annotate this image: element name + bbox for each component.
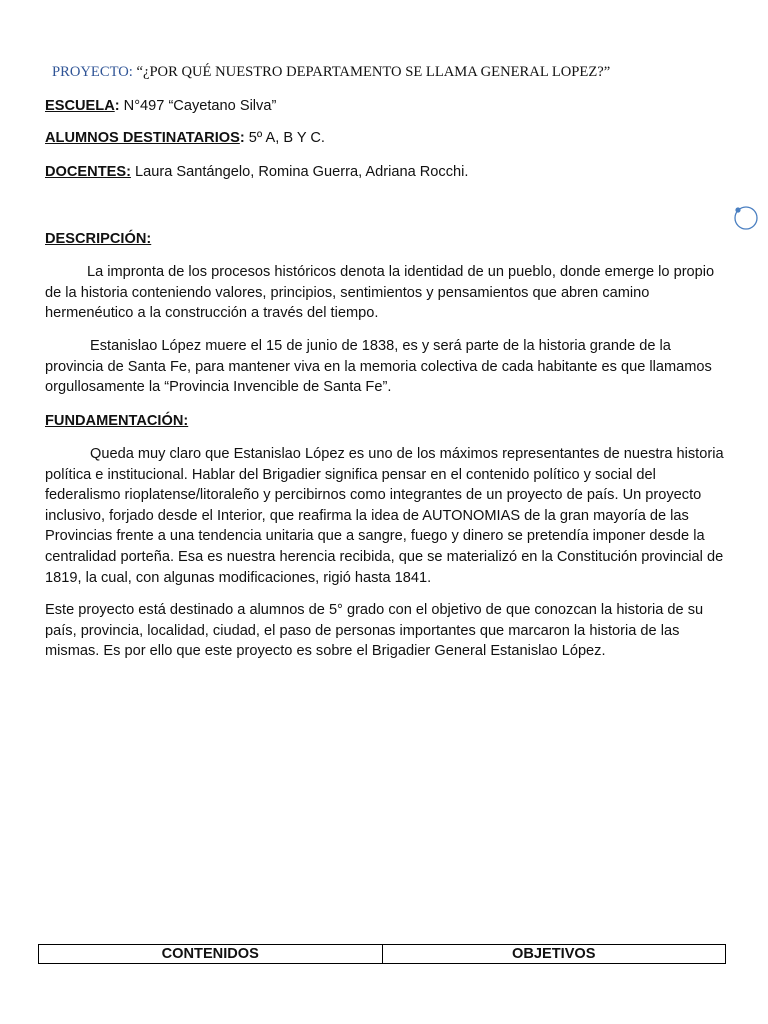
fundamentacion-paragraph-1: Queda muy claro que Estanislao López es uno de los máximos representantes de nuestra historia política e institucional. Hablar del Brigadier significa pensar en el contenido político y social del federalismo rioplatense/litoraleño y percibirnos como integrantes de un proyecto de país. Un proyecto inclusivo, forjado desde el Interior, que reafirma la idea de AUTONOMIAS de la gran mayoría de las Provincias frente a una tendencia unitaria que a sangre, fuego y dinero se pretendía imponer desde la centralidad porteña. Esa es nuestra herencia recibida, que se materializó en la Constitución provincial de 1819, la cual, con algunas modificaciones, rigió hasta 1841. bbox=[45, 446, 724, 586]
description-paragraph-1: La impronta de los procesos históricos denota la identidad de un pueblo, donde emerge lo propio de la historia conteniendo valores, principios, sentimientos y pensamientos que abren camino hermenéutico a la construcción a través del tiempo. bbox=[45, 264, 715, 322]
table-header-row bbox=[39, 945, 726, 964]
contents-objectives-table bbox=[38, 944, 726, 964]
description-heading: DESCRIPCIÓN: bbox=[45, 231, 152, 247]
description-paragraph-2: Estanislao López muere el 15 de junio de 1838, es y será parte de la historia grande de la provincia de Santa Fe, para mantener viva en la memoria colectiva de cada habitante es que llamamos orgullosamente la “Provincia Invencible de Santa Fe”. bbox=[45, 338, 712, 396]
project-title-label: PROYECTO bbox=[52, 64, 129, 80]
students-value: 5º A, B Y C. bbox=[244, 130, 325, 146]
project-title-colon: : bbox=[128, 64, 137, 80]
circle-icon bbox=[732, 204, 760, 232]
school-label: ESCUELA bbox=[45, 98, 115, 114]
teachers-field bbox=[45, 162, 735, 182]
table-header-objetivos: OBJETIVOS bbox=[382, 945, 726, 964]
fundamentacion-heading: FUNDAMENTACIÓN: bbox=[45, 413, 189, 429]
project-title-text: “¿POR QUÉ NUESTRO DEPARTAMENTO SE LLAMA GENERAL LOPEZ?” bbox=[136, 64, 611, 80]
school-field bbox=[45, 96, 735, 116]
school-colon: : bbox=[114, 98, 120, 114]
teachers-value: Laura Santángelo, Romina Guerra, Adriana Rocchi. bbox=[130, 164, 469, 180]
project-title bbox=[52, 64, 752, 81]
students-colon: : bbox=[239, 130, 245, 146]
table-header-contenidos: CONTENIDOS bbox=[39, 945, 383, 964]
school-value: N°497 “Cayetano Silva” bbox=[119, 98, 277, 114]
fundamentacion-paragraph-2: Este proyecto está destinado a alumnos de 5° grado con el objetivo de que conozcan la historia de su país, provincia, localidad, ciudad, el paso de personas importantes que marcaron la historia de las mismas. Es por ello que este proyecto es sobre el Brigadier General Estanislao López. bbox=[45, 602, 704, 660]
students-label: ALUMNOS DESTINATARIOS bbox=[45, 130, 240, 146]
students-field bbox=[45, 128, 735, 148]
teachers-label: DOCENTES: bbox=[45, 164, 131, 180]
